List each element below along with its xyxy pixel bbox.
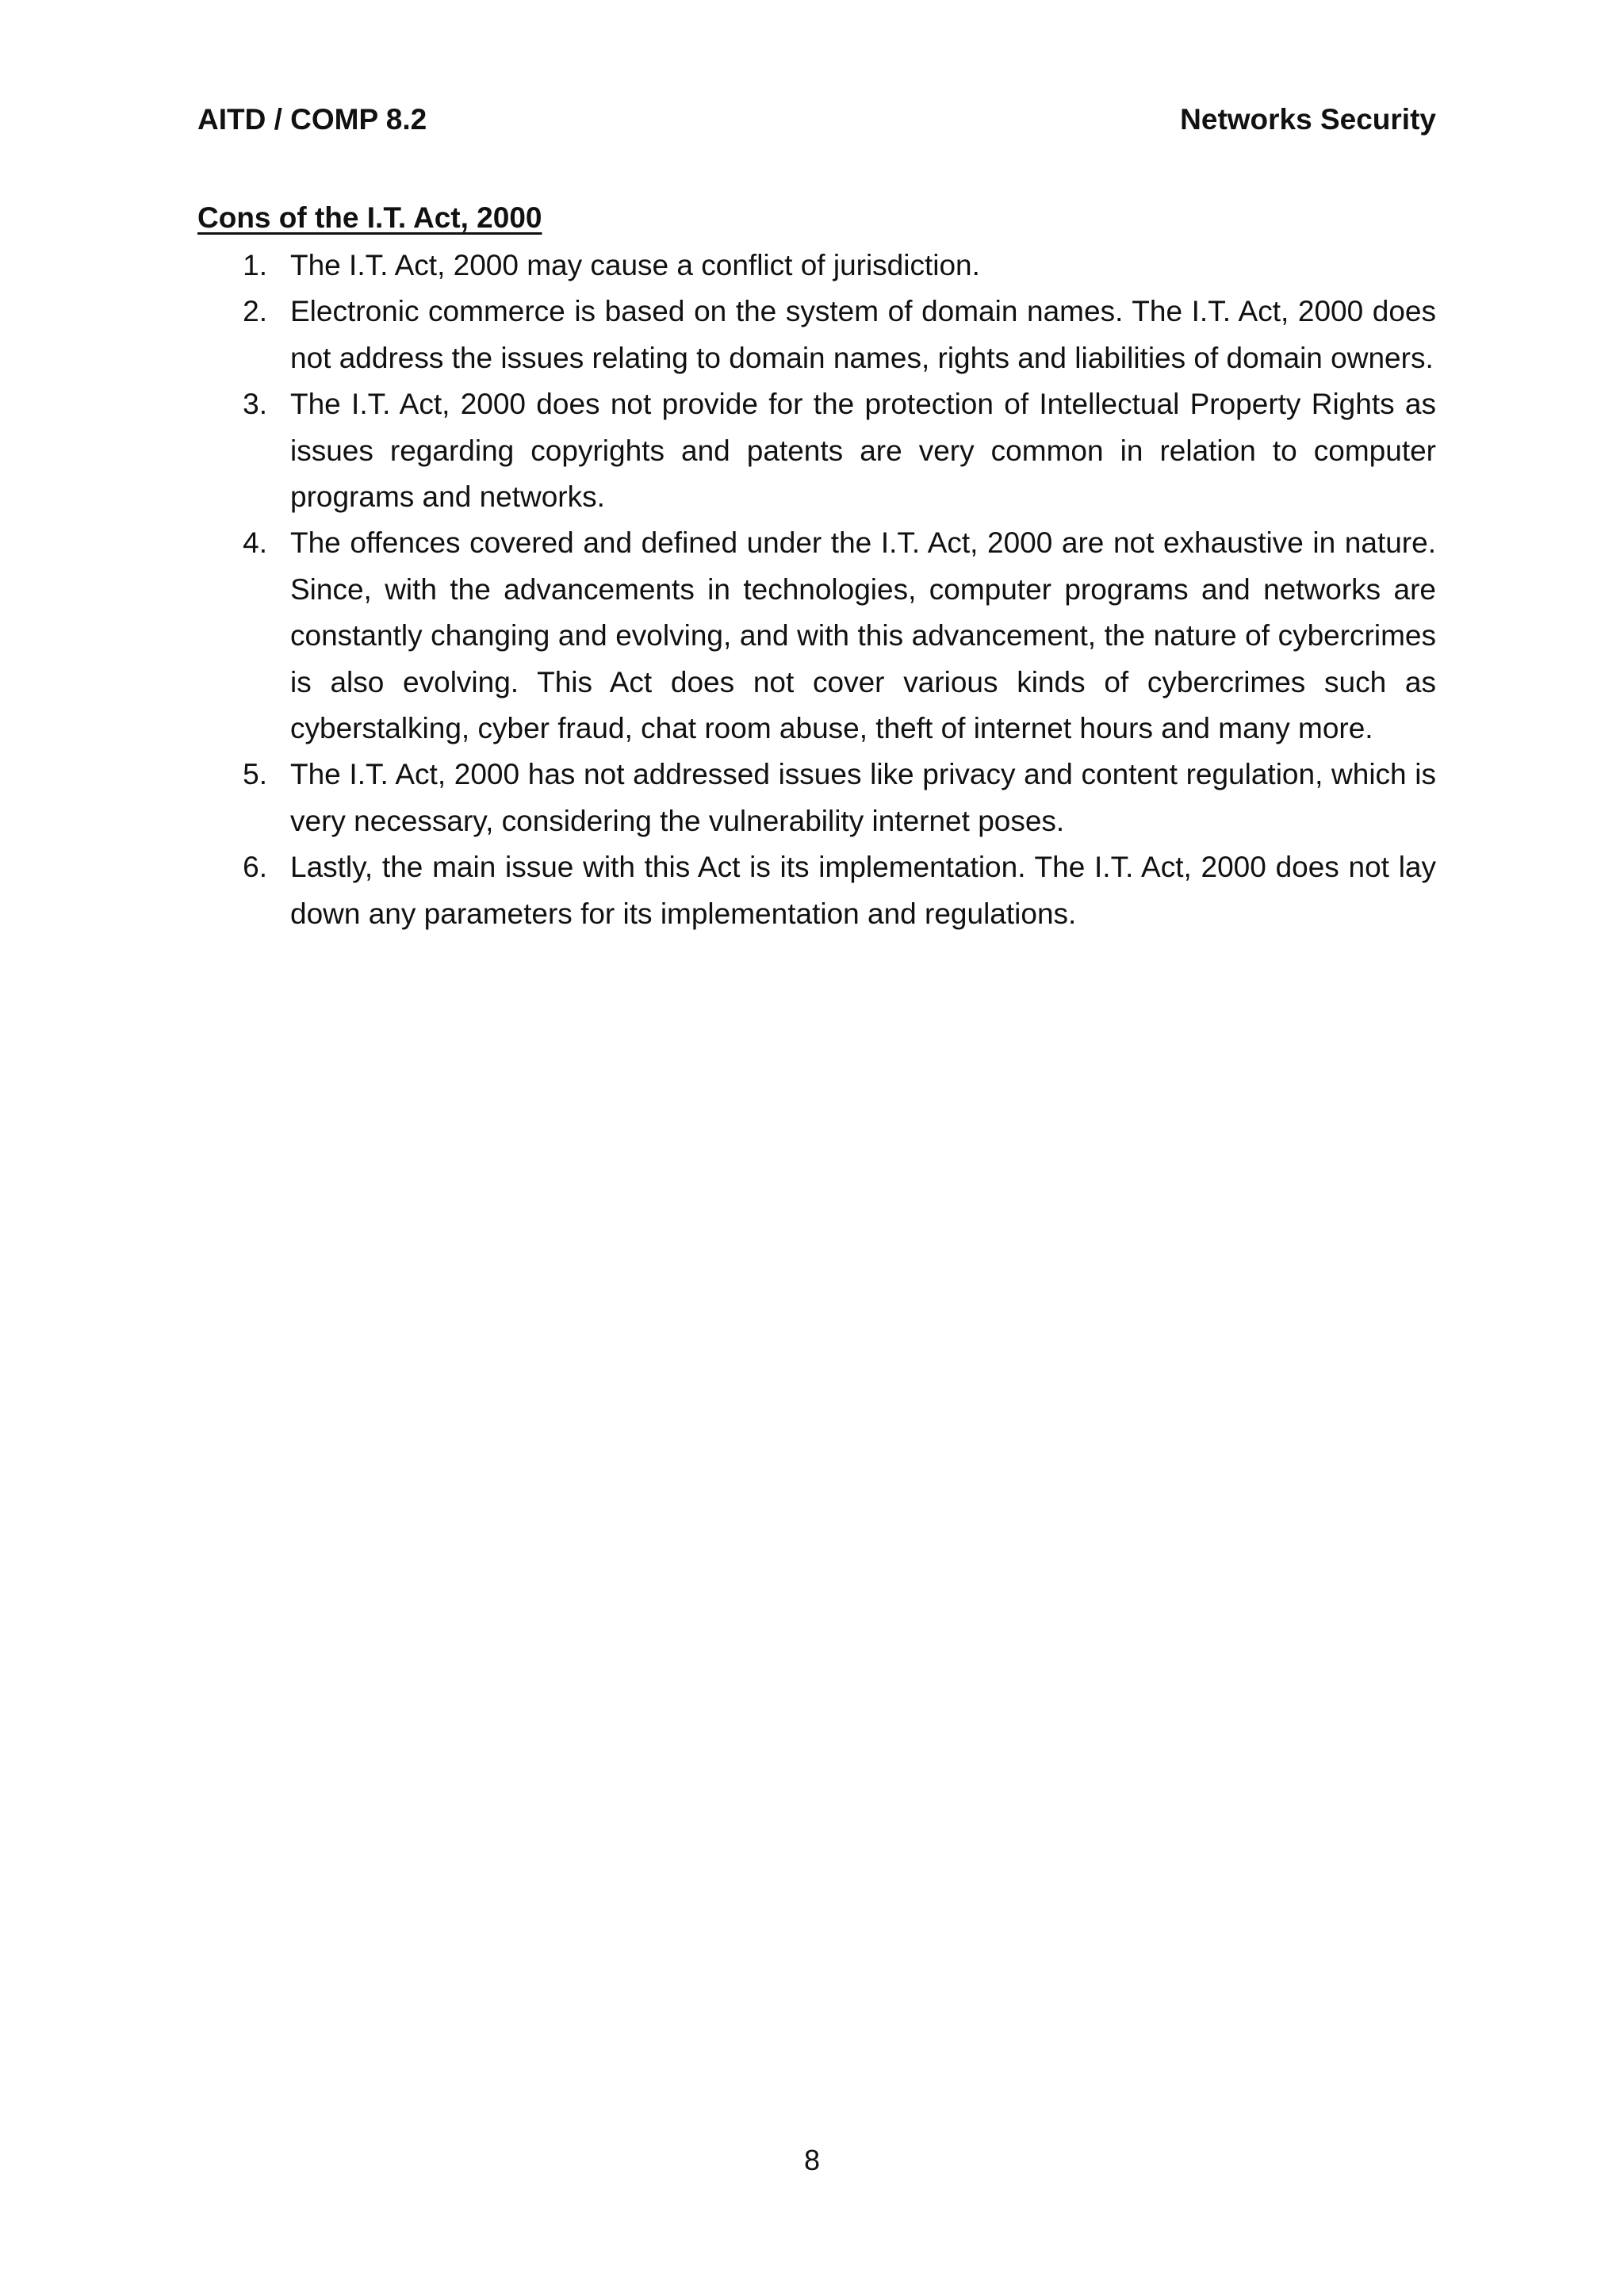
list-item bbox=[197, 844, 1436, 937]
section-heading: Cons of the I.T. Act, 2000 bbox=[197, 201, 542, 234]
list-item-text: The I.T. Act, 2000 has not addressed issues like privacy and content regulation, which is very necessary, considering the vulnerability internet poses. bbox=[290, 758, 1436, 837]
list-item-text: The I.T. Act, 2000 does not provide for the protection of Intellectual Property Rights as issues regarding copyrights and patents are very common in relation to computer programs and networks. bbox=[290, 388, 1436, 514]
page-header bbox=[197, 100, 1436, 140]
list-item bbox=[197, 289, 1436, 381]
list-item-text: The offences covered and defined under the I.T. Act, 2000 are not exhaustive in nature. Since, with the advancements in technologies, computer programs and networks are constantly changing and evolving, and with this advancement, the nature of cybercrimes is also evolving. This Act does not cover various kinds of cybercrimes such as cyberstalking, cyber fraud, chat room abuse, theft of internet hours and many more. bbox=[290, 526, 1436, 745]
header-course-code: AITD / COMP 8.2 bbox=[197, 103, 427, 136]
list-item-number: 2. bbox=[243, 295, 267, 328]
list-item-number: 1. bbox=[243, 249, 267, 281]
list-item-number: 4. bbox=[243, 526, 267, 560]
list-item bbox=[197, 752, 1436, 844]
list-item-text: The I.T. Act, 2000 may cause a conflict of jurisdiction. bbox=[290, 249, 980, 281]
cons-list bbox=[197, 243, 1436, 937]
list-item-number: 3. bbox=[243, 388, 267, 421]
list-item-text: Lastly, the main issue with this Act is its implementation. The I.T. Act, 2000 does not lay down any parameters for its implementation and regulations. bbox=[290, 851, 1436, 930]
page-number: 8 bbox=[803, 2144, 821, 2176]
list-item bbox=[197, 243, 1436, 289]
header-subject-title: Networks Security bbox=[1180, 103, 1436, 136]
list-item-number: 6. bbox=[243, 851, 267, 884]
list-item-number: 5. bbox=[243, 758, 267, 791]
list-item bbox=[197, 520, 1436, 752]
list-item bbox=[197, 381, 1436, 520]
list-item-text: Electronic commerce is based on the system of domain names. The I.T. Act, 2000 does not address the issues relating to domain names, rights and liabilities of domain owners. bbox=[290, 295, 1436, 374]
